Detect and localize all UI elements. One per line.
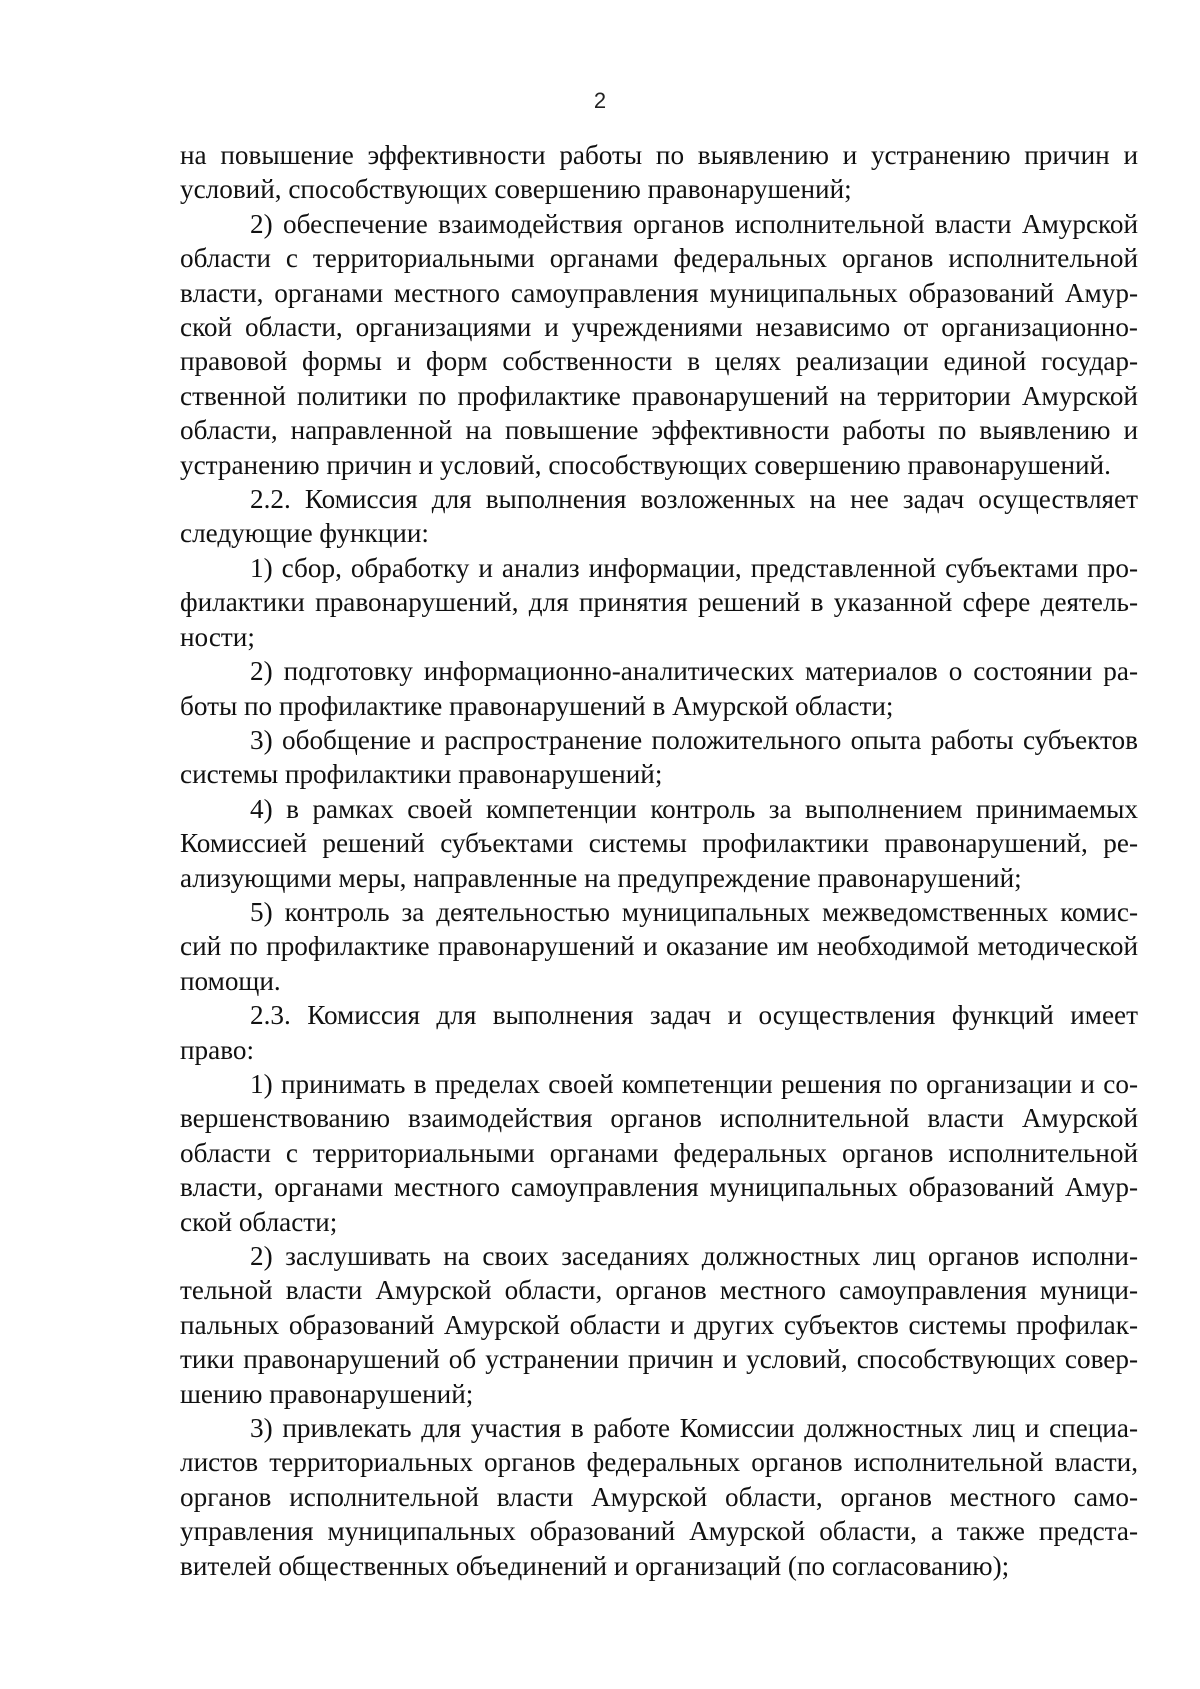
paragraph: 3) обобщение и распространение положительного опыта работы субъектов системы профилактики правонарушений; <box>180 724 1138 790</box>
paragraph: 2) обеспечение взаимодействия органов исполнительной власти Амурской области с территориальными органами федеральных органов исполнительной власти, органами местного самоуправления муниципальных образований Амурской области, организациями и учреждениями независимо от организационно-правовой формы и форм собственности в целях реализации единой государственной политики по профилактике правонарушений на территории Амурской области, направленной на повышение эффективности работы по выявлению и устранению причин и условий, способствующих совершению правонарушений. <box>180 208 1138 480</box>
page-number: 2 <box>593 88 607 113</box>
paragraph: на повышение эффективности работы по выявлению и устранению причин и условий, способствующих совершению правонарушений; <box>180 140 1138 205</box>
paragraph: 5) контроль за деятельностью муниципальных межведомственных комиссий по профилактике правонарушений и оказание им необходимой методической помощи. <box>180 896 1138 996</box>
document-body <box>180 138 1138 1583</box>
paragraph: 1) сбор, обработку и анализ информации, представленной субъектами профилактики правонарушений, для принятия решений в указанной сфере деятельности; <box>180 552 1138 652</box>
paragraph: 2) подготовку информационно-аналитических материалов о состоянии работы по профилактике правонарушений в Амурской области; <box>180 656 1138 721</box>
paragraph: 1) принимать в пределах своей компетенции решения по организации и совершенствованию взаимодействия органов исполнительной власти Амурской области с территориальными органами федеральных органов исполнительной власти, органами местного самоуправления муниципальных образований Амурской области; <box>180 1068 1138 1237</box>
paragraph: 3) привлекать для участия в работе Комиссии должностных лиц и специалистов территориальных органов федеральных органов исполнительной власти, органов исполнительной власти Амурской области, органов местного самоуправления муниципальных образований Амурской области, а также представителей общественных объединений и организаций (по согласованию); <box>180 1413 1138 1581</box>
paragraph: 4) в рамках своей компетенции контроль за выполнением принимаемых Комиссией решений субъектами системы профилактики правонарушений, реализующими меры, направленные на предупреждение правонарушений; <box>180 793 1138 893</box>
paragraph: 2.3. Комиссия для выполнения задач и осуществления функций имеет право: <box>180 1000 1138 1065</box>
paragraph: 2.2. Комиссия для выполнения возложенных на нее задач осуществляет следующие функции: <box>180 484 1138 549</box>
paragraph: 2) заслушивать на своих заседаниях должностных лиц органов исполнительной власти Амурской области, органов местного самоуправления муниципальных образований Амурской области и других субъектов системы профилактики правонарушений об устранении причин и условий, способствующих совершению правонарушений; <box>180 1241 1138 1409</box>
